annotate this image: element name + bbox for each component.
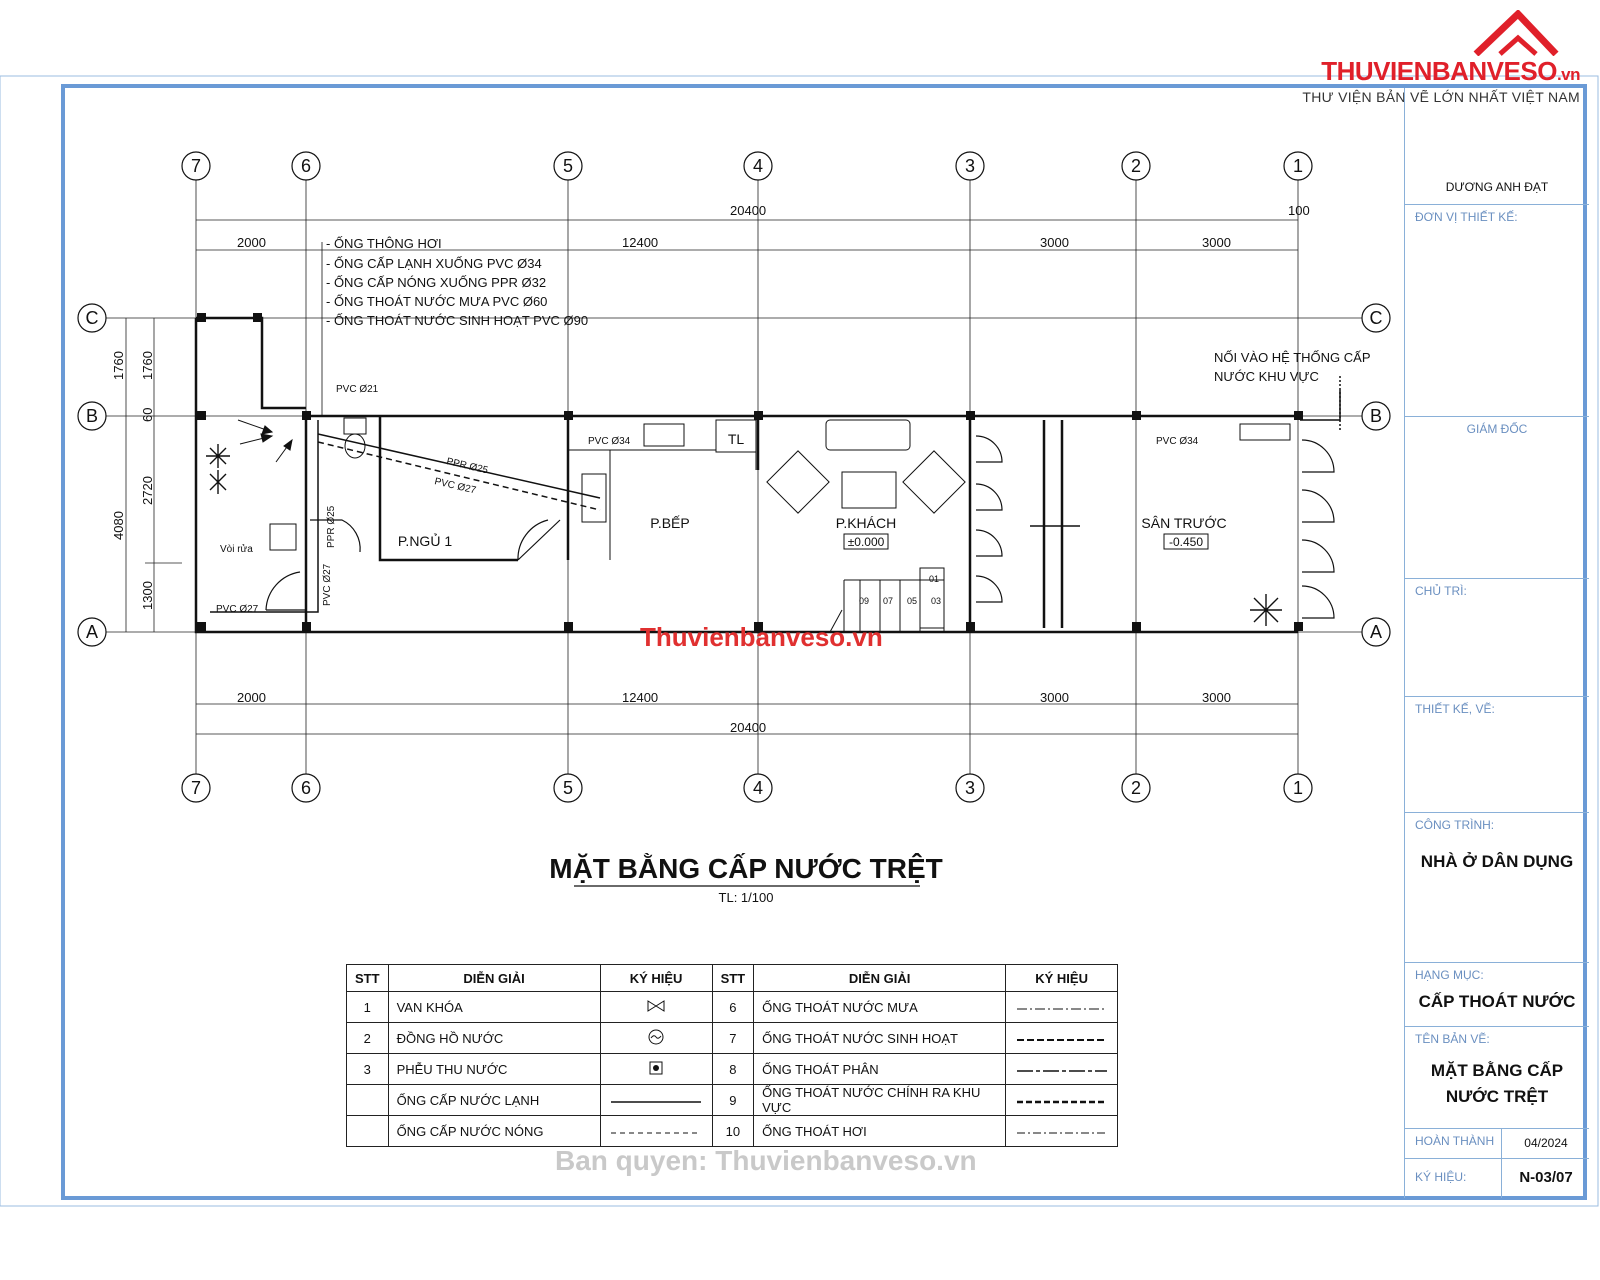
tb-code [1405,1158,1589,1198]
thin-dashed-line-icon [600,1116,712,1147]
grid-bubble-top: 1 [1292,156,1304,176]
dim-top-span: 12400 [622,235,659,250]
tb-category [1405,962,1589,1027]
dim-small-right: 100 [1288,203,1310,218]
dim-total-bottom: 20400 [730,720,767,735]
dashed-line-icon [1006,1023,1118,1054]
legend-row [347,992,1118,1023]
dash-dot-thin-line-icon [1006,1116,1118,1147]
brand-tagline: THƯ VIỆN BẢN VẼ LỚN NHẤT VIỆT NAM [1302,89,1580,105]
pipe-label: Vòi rửa [220,544,253,555]
legend-row [347,1085,1118,1116]
legend-header: KÝ HIỆU [1006,965,1118,992]
stair-step: 07 [882,596,894,606]
dim-left-inner: 1300 [140,581,155,610]
pipe-label: PPR Ø25 [445,456,489,477]
dim-bottom-span: 12400 [622,690,659,705]
legend-header: DIỄN GIẢI [388,965,600,992]
tb-sheet [1405,1026,1589,1129]
grid-bubble-top: 4 [752,156,764,176]
grid-bubble-bottom: 5 [562,778,574,798]
legend-header: KÝ HIỆU [600,965,712,992]
pipe-label: PVC Ø27 [216,604,259,615]
room-label: SÂN TRƯỚC [1141,515,1227,531]
legend-row [347,1023,1118,1054]
label: GIÁM ĐỐC [1466,422,1528,436]
legend-stt: 9 [712,1085,754,1116]
legend-stt: 8 [712,1054,754,1085]
pipe-label: PVC Ø34 [1156,436,1199,447]
house-roof-icon [1470,10,1560,56]
grid-bubble-top: 5 [562,156,574,176]
tb-director [1405,416,1589,579]
legend-desc: ỐNG THOÁT HƠI [754,1116,1006,1147]
legend-desc: ĐỒNG HỒ NƯỚC [388,1023,600,1054]
label: HẠNG MỤC: [1415,968,1484,982]
dim-left-outer: 1760 [111,351,126,380]
legend-stt [347,1116,389,1147]
label: KÝ HIỆU: [1415,1170,1467,1184]
solid-line-icon [600,1085,712,1116]
label: TÊN BẢN VẼ: [1415,1032,1490,1046]
tb-completed [1405,1128,1589,1159]
designer-name: DƯƠNG ANH ĐẠT [1445,180,1549,194]
grid-bubble-bottom: 3 [964,778,976,798]
pipe-label: PVC Ø21 [336,384,379,395]
legend-desc: ỐNG THOÁT NƯỚC SINH HOẠT [754,1023,1006,1054]
legend-stt: 10 [712,1116,754,1147]
plant-icon [206,444,1282,626]
brand-tld: .vn [1556,65,1580,84]
grid-bubble-bottom: 6 [300,778,312,798]
stair-step: 05 [906,596,918,606]
sheet-value: MẶT BẰNG CẤP NƯỚC TRỆT [1430,1061,1564,1106]
legend-stt: 3 [347,1054,389,1085]
legend-stt: 6 [712,992,754,1023]
drawing-title: MẶT BẰNG CẤP NƯỚC TRỆT [549,853,943,884]
grid-bubble-bottom: 1 [1292,778,1304,798]
tb-designer [1405,88,1589,205]
grid-bubble-right: C [1369,308,1383,328]
legend-header: STT [712,965,754,992]
legend-header: DIỄN GIẢI [754,965,1006,992]
dim-bottom-span: 3000 [1040,690,1069,705]
legend-stt: 7 [712,1023,754,1054]
room-label: TL [727,431,745,447]
project-value: NHÀ Ở DÂN DỤNG [1420,852,1574,871]
grid-bubble-right: B [1369,406,1383,426]
dash-dot-line-icon [1006,992,1118,1023]
dim-left-inner: 2720 [140,476,155,505]
walls [196,318,1298,632]
dim-total-top: 20400 [730,203,767,218]
code-value: N-03/07 [1501,1158,1590,1198]
room-label: P.KHÁCH [835,515,897,531]
pipe-label: PVC Ø27 [322,563,333,606]
tb-project [1405,812,1589,963]
dim-top-span: 3000 [1202,235,1231,250]
dim-bottom-span: 3000 [1202,690,1231,705]
legend-row [347,1054,1118,1085]
drawing-scale: TL: 1/100 [718,890,774,905]
pipe-label: PPR Ø25 [326,505,337,548]
grid-bubble-top: 7 [190,156,202,176]
dim-left-inner: 1760 [140,351,155,380]
label: ĐƠN VỊ THIẾT KẾ: [1415,210,1518,224]
heavy-dashed-line-icon [1006,1085,1118,1116]
completed-value: 04/2024 [1501,1128,1590,1158]
water-meter-icon [600,1023,712,1054]
dim-left-outer: 4080 [111,511,126,540]
watermark-center: Thuvienbanveso.vn [640,622,883,652]
stair-step: 01 [928,574,940,584]
tb-drawn-by [1405,696,1589,813]
pipe-note: - ỐNG CẤP LẠNH XUỐNG PVC Ø34 [326,256,542,271]
grid-bubble-top: 3 [964,156,976,176]
tb-design-unit [1405,204,1589,417]
dim-left-inner: 60 [140,407,155,422]
grid-bubble-left: C [85,308,99,328]
label: HOÀN THÀNH [1415,1134,1495,1148]
legend-table [346,964,1118,1147]
legend-desc: ỐNG THOÁT PHÂN [754,1054,1006,1085]
title-block [1404,88,1589,1198]
legend-stt [347,1085,389,1116]
watermark-footer: Ban quyen: Thuvienbanveso.vn [555,1145,977,1176]
grid-bubble-left: A [85,622,99,642]
legend-desc: ỐNG THOÁT NƯỚC MƯA [754,992,1006,1023]
stair-step: 03 [930,596,942,606]
grid-bubble-bottom: 7 [190,778,202,798]
fixtures [270,418,1290,632]
legend-desc: ỐNG THOÁT NƯỚC CHÍNH RA KHU VỰC [754,1085,1006,1116]
dim-top-span: 2000 [237,235,266,250]
legend-stt: 1 [347,992,389,1023]
legend-header: STT [347,965,389,992]
label: CHỦ TRÌ: [1415,584,1467,598]
label: CÔNG TRÌNH: [1415,818,1495,832]
legend-desc: ỐNG CẤP NƯỚC LẠNH [388,1085,600,1116]
category-value: CẤP THOÁT NƯỚC [1418,992,1576,1011]
floor-drain-icon [600,1054,712,1085]
dash-long-line-icon [1006,1054,1118,1085]
pipe-label: PVC Ø27 [433,476,477,497]
pipe-note: - ỐNG THOÁT NƯỚC MƯA PVC Ø60 [326,294,548,309]
legend-stt: 2 [347,1023,389,1054]
connection-note: NƯỚC KHU VỰC [1214,369,1319,384]
dim-bottom-span: 2000 [237,690,266,705]
legend-desc: PHỄU THU NƯỚC [388,1054,600,1085]
grid-bubble-top: 2 [1130,156,1142,176]
pipe-label: PVC Ø34 [588,436,631,447]
structural-columns [197,313,1303,631]
tb-chief [1405,578,1589,697]
pipe-note: - ỐNG THÔNG HƠI [326,236,442,251]
grid-bubble-right: A [1369,622,1383,642]
room-label: P.BẾP [650,515,690,531]
level-marker: -0.450 [1168,535,1204,549]
legend-desc: VAN KHÓA [388,992,600,1023]
stair-step: 09 [858,596,870,606]
connection-note: NỐI VÀO HỆ THỐNG CẤP [1214,350,1371,365]
grid-bubble-bottom: 2 [1130,778,1142,798]
level-marker: ±0.000 [847,535,885,549]
room-label: P.NGỦ 1 [397,533,453,549]
brand-name: THUVIENBANVESO [1321,56,1557,86]
legend-desc: ỐNG CẤP NƯỚC NÓNG [388,1116,600,1147]
pipe-note: - ỐNG THOÁT NƯỚC SINH HOẠT PVC Ø90 [326,313,589,328]
grid-bubble-left: B [85,406,99,426]
legend-row [347,1116,1118,1147]
pipe-note: - ỐNG CẤP NÓNG XUỐNG PPR Ø32 [326,275,547,290]
grid-bubble-bottom: 4 [752,778,764,798]
valve-icon [600,992,712,1023]
dim-top-span: 3000 [1040,235,1069,250]
grid-bubble-top: 6 [300,156,312,176]
label: THIẾT KẾ, VẼ: [1415,702,1495,716]
